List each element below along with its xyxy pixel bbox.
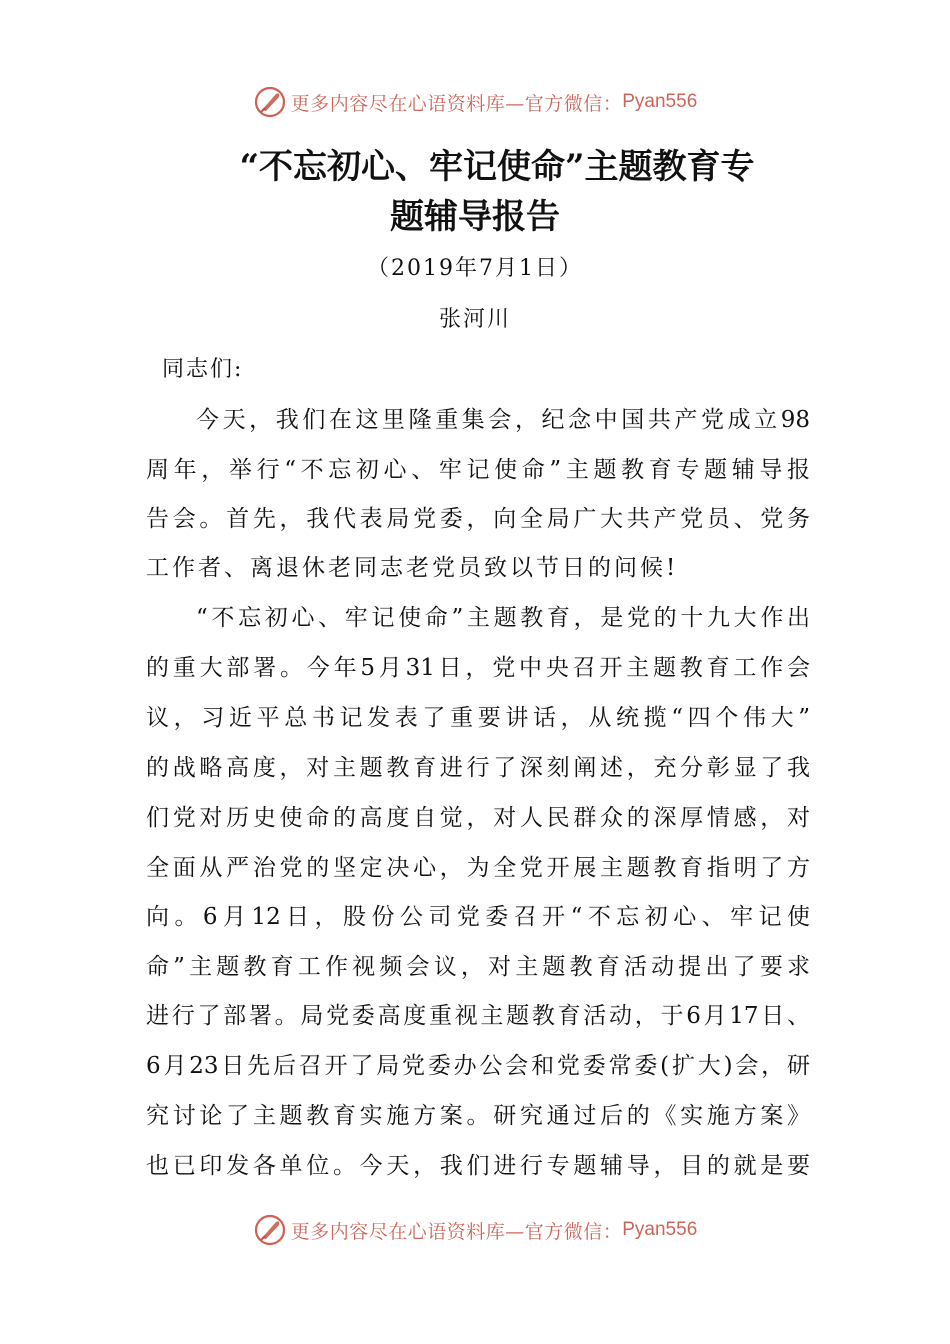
quill-logo-icon: [253, 1213, 287, 1247]
watermark-text: 更多内容尽在心语资料库—官方微信：: [290, 1220, 623, 1243]
paragraph-line: 告会。首先，我代表局党委，向全局广大共产党员、党务: [146, 506, 810, 532]
paragraph-line: 向。6月12日，股份公司党委召开“不忘初心、牢记使: [146, 904, 810, 930]
paragraph-line: 命”主题教育工作视频会议，对主题教育活动提出了要求: [146, 954, 810, 980]
paragraph-line: 也已印发各单位。今天，我们进行专题辅导，目的就是要: [146, 1153, 810, 1179]
document-title-line-2: 题辅导报告: [390, 197, 560, 237]
paragraph-line: 周年，举行“不忘初心、牢记使命”主题教育专题辅导报: [146, 457, 810, 483]
greeting: 同志们:: [162, 357, 244, 382]
paragraph-line: 工作者、离退休老同志老党员致以节日的问候!: [146, 555, 679, 581]
watermark-header: [0, 84, 950, 120]
paragraph-line: 们党对历史使命的高度自觉，对人民群众的深厚情感，对: [146, 805, 810, 831]
paragraph-line: 进行了部署。局党委高度重视主题教育活动，于6月17日、: [146, 1003, 810, 1029]
document-title-line-1: “不忘初心、牢记使命”主题教育专: [239, 147, 755, 187]
watermark-wechat-id: Pyan556: [622, 1219, 698, 1240]
quill-logo-icon: [253, 85, 287, 119]
paragraph-line: 今天，我们在这里隆重集会，纪念中国共产党成立98: [196, 407, 810, 433]
watermark-footer: [0, 1212, 950, 1248]
document-author: 张河川: [438, 307, 511, 332]
document-date: （2019年7月1日）: [367, 256, 583, 281]
paragraph-line: 究讨论了主题教育实施方案。研究通过后的《实施方案》: [146, 1103, 810, 1129]
paragraph-line: 全面从严治党的坚定决心，为全党开展主题教育指明了方: [146, 855, 810, 881]
paragraph-line: 议，习近平总书记发表了重要讲话，从统揽“四个伟大”: [146, 705, 810, 731]
paragraph-line: 的战略高度，对主题教育进行了深刻阐述，充分彰显了我: [146, 755, 810, 781]
watermark-wechat-id: Pyan556: [622, 91, 698, 112]
paragraph-line: “不忘初心、牢记使命”主题教育，是党的十九大作出: [196, 605, 810, 631]
watermark-text: 更多内容尽在心语资料库—官方微信：: [290, 92, 623, 115]
paragraph-line: 6月23日先后召开了局党委办公会和党委常委(扩大)会，研: [146, 1053, 810, 1079]
paragraph-line: 的重大部署。今年5月31日，党中央召开主题教育工作会: [146, 655, 810, 681]
